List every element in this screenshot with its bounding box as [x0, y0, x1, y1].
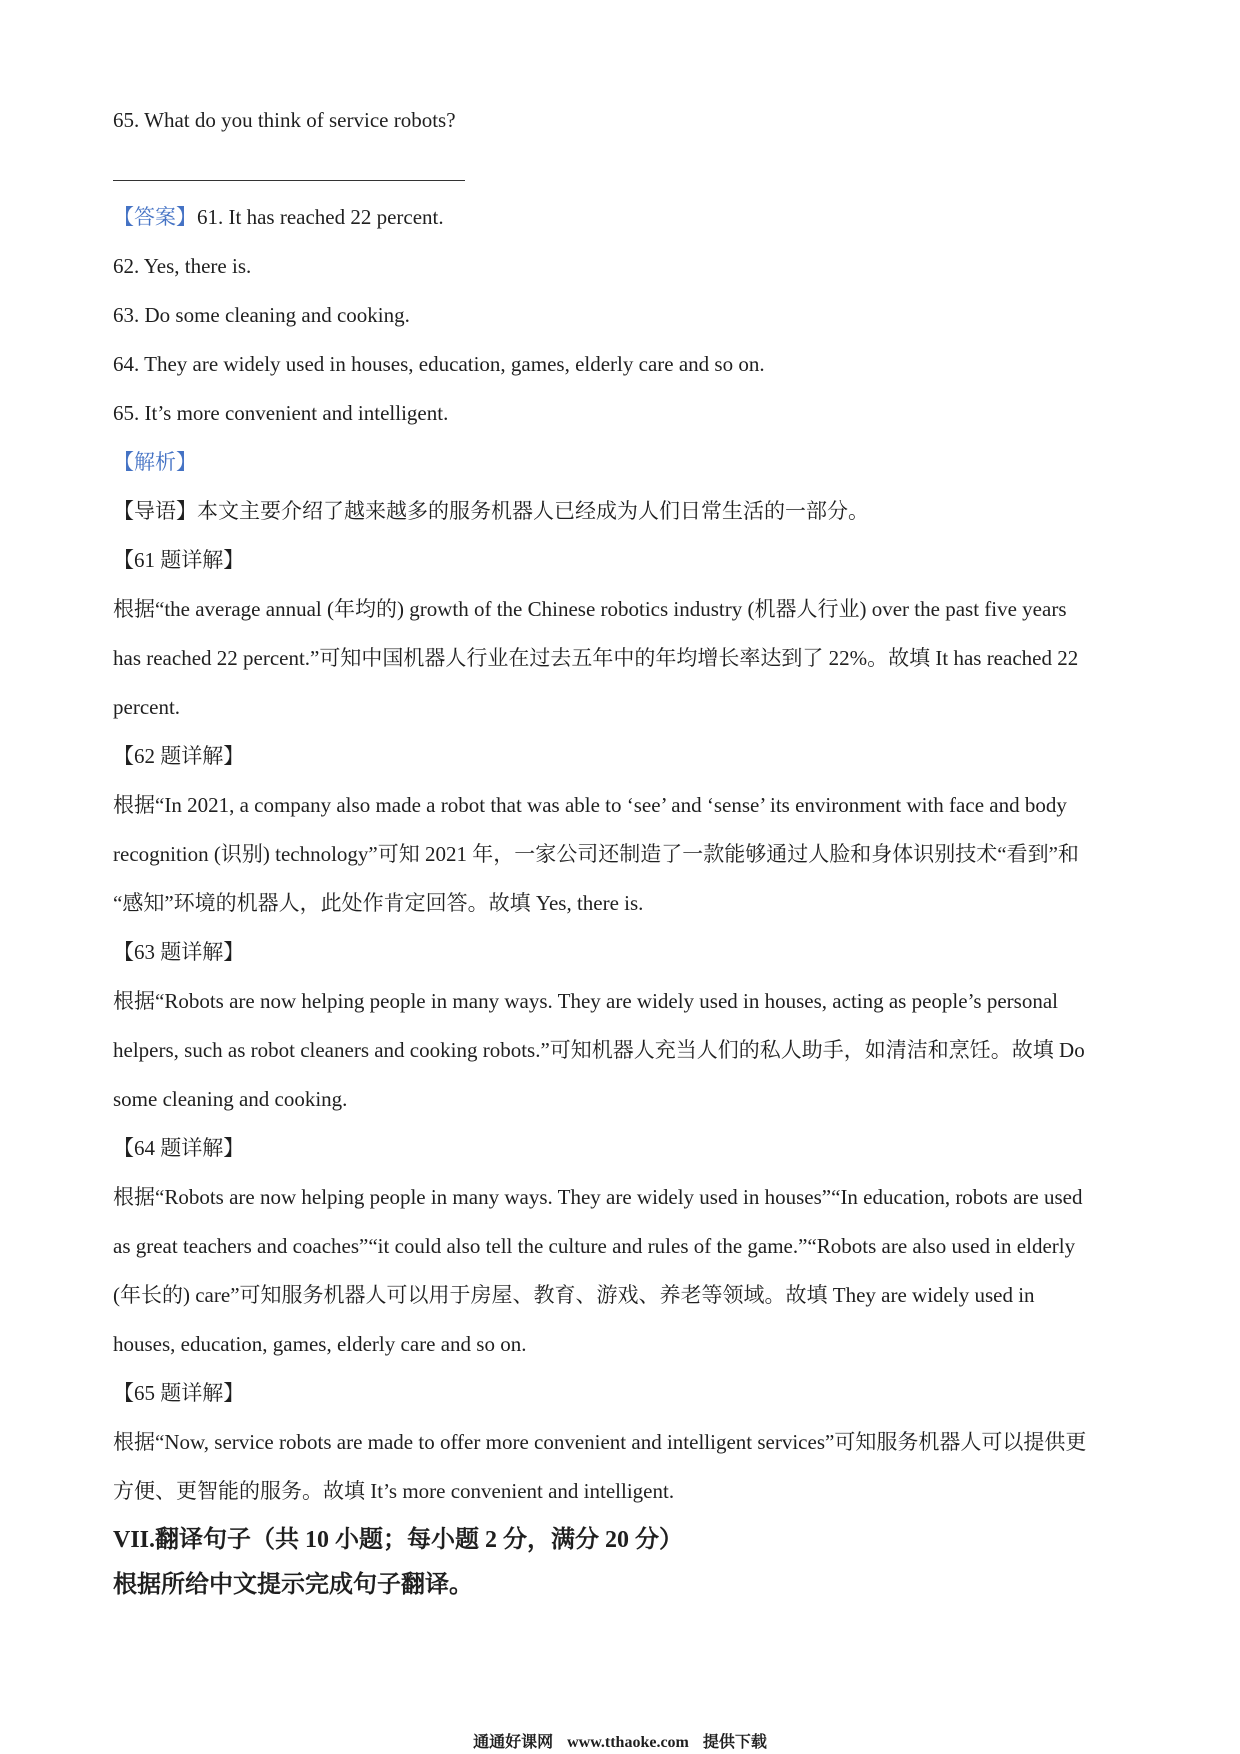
- detail-text-line: 根据“the average annual (年均的) growth of the Chinese robotics industry (机器人行业) over the past five years: [113, 597, 1067, 621]
- answer-item-63: 63. Do some cleaning and cooking.: [113, 303, 410, 327]
- detail-text-line: some cleaning and cooking.: [113, 1087, 348, 1111]
- detail-text-line: 根据“Now, service robots are made to offer more convenient and intelligent services”可知服务机器人可以提供更: [113, 1430, 1087, 1454]
- detail-heading-65: 【65 题详解】: [113, 1381, 245, 1405]
- analysis-label: 【解析】: [113, 450, 197, 474]
- detail-heading-61: 【61 题详解】: [113, 548, 245, 572]
- answer-line: [113, 193, 1180, 242]
- detail-text-line: 根据“In 2021, a company also made a robot that was able to ‘see’ and ‘sense’ its environment with face and body: [113, 793, 1067, 817]
- detail-text-line: 根据“Robots are now helping people in many ways. They are widely used in houses”“In education, robots are used: [113, 1185, 1083, 1209]
- footer-download-note: 通通好课网 www.tthaoke.com 提供下载: [473, 1734, 767, 1751]
- section-title: VII.翻译句子（共 10 小题；每小题 2 分，满分 20 分）: [113, 1527, 684, 1553]
- intro-text: 【导语】本文主要介绍了越来越多的服务机器人已经成为人们日常生活的一部分。: [113, 499, 869, 523]
- detail-heading-63: 【63 题详解】: [113, 940, 245, 964]
- detail-text-line: has reached 22 percent.”可知中国机器人行业在过去五年中的年均增长率达到了 22%。故填 It has reached 22: [113, 646, 1079, 670]
- section-instruction: 根据所给中文提示完成句子翻译。: [113, 1572, 473, 1598]
- answer-item-62: 62. Yes, there is.: [113, 254, 252, 278]
- detail-text-line: as great teachers and coaches”“it could also tell the culture and rules of the game.”“Robots are also used in elderly: [113, 1234, 1076, 1258]
- answer-blank-line: [113, 180, 465, 181]
- answer-item-65: 65. It’s more convenient and intelligent.: [113, 401, 449, 425]
- detail-text-line: percent.: [113, 695, 181, 719]
- detail-heading-64: 【64 题详解】: [113, 1136, 245, 1160]
- detail-text-line: helpers, such as robot cleaners and cooking robots.”可知机器人充当人们的私人助手，如清洁和烹饪。故填 Do: [113, 1038, 1085, 1062]
- detail-text-line: (年长的) care”可知服务机器人可以用于房屋、教育、游戏、养老等领域。故填 They are widely used in: [113, 1283, 1035, 1307]
- detail-text-line: 方便、更智能的服务。故填 It’s more convenient and intelligent.: [113, 1479, 675, 1503]
- answer-analysis-body: [113, 193, 1180, 1605]
- detail-text-line: houses, education, games, elderly care and so on.: [113, 1332, 527, 1356]
- detail-text-line: “感知”环境的机器人，此处作肯定回答。故填 Yes, there is.: [113, 891, 644, 915]
- answer-item-61: 61. It has reached 22 percent.: [197, 205, 444, 229]
- answer-item-64: 64. They are widely used in houses, education, games, elderly care and so on.: [113, 352, 765, 376]
- detail-heading-62: 【62 题详解】: [113, 744, 245, 768]
- detail-text-line: recognition (识别) technology”可知 2021 年，一家公司还制造了一款能够通过人脸和身体识别技术“看到”和: [113, 842, 1079, 866]
- answer-label: 【答案】: [113, 205, 197, 229]
- question-65: 65. What do you think of service robots?: [113, 108, 456, 132]
- detail-text-line: 根据“Robots are now helping people in many ways. They are widely used in houses, acting as people’s personal: [113, 989, 1058, 1013]
